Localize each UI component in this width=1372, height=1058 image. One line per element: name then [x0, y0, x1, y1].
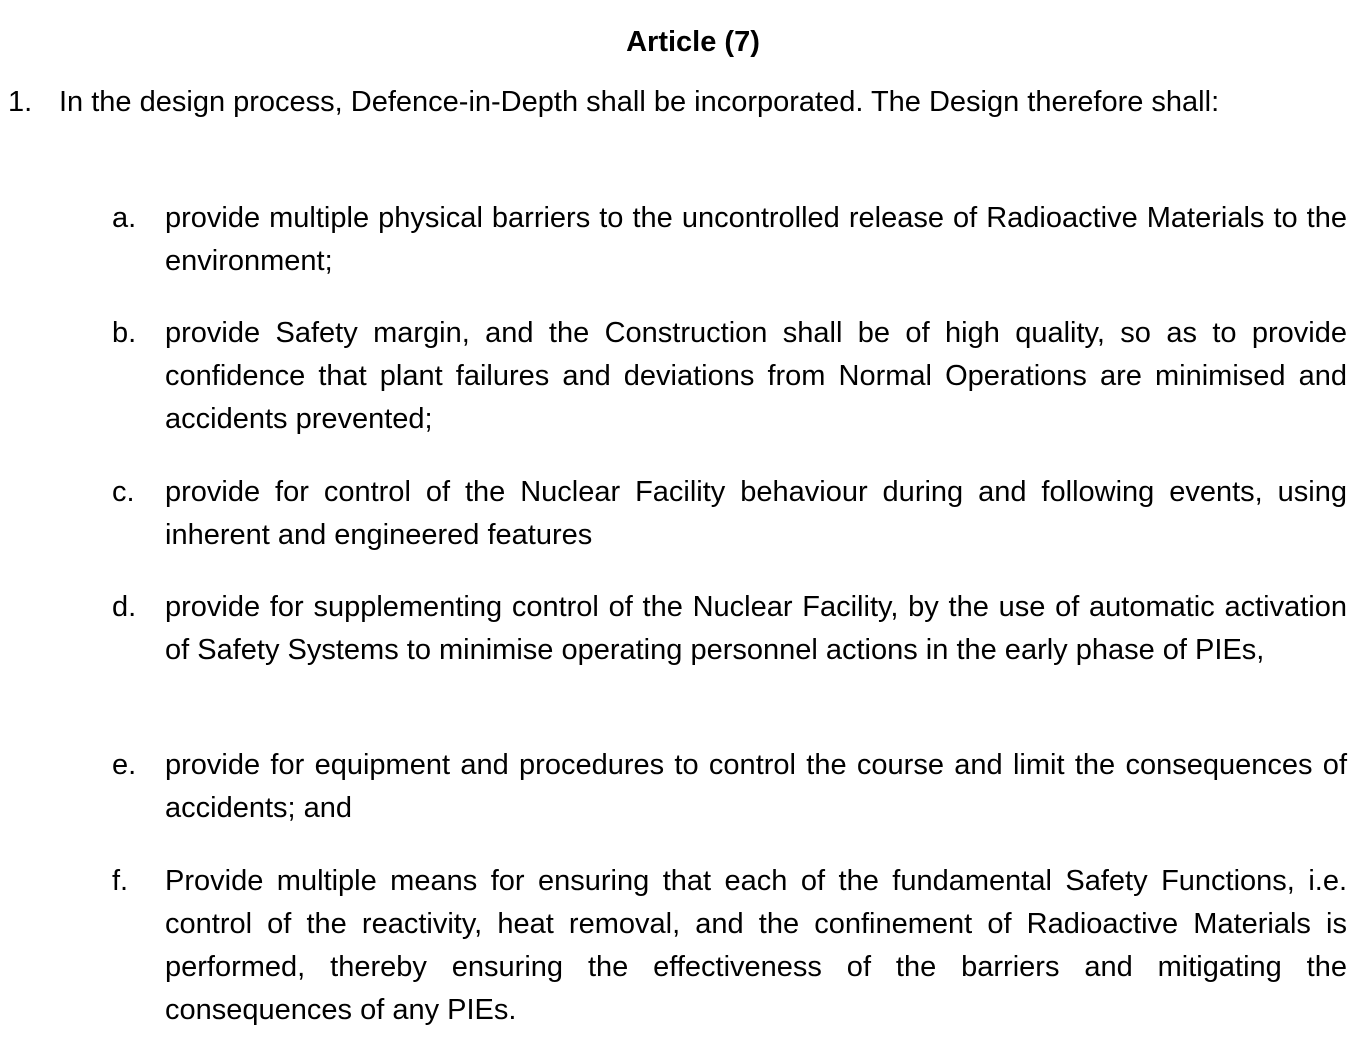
list-item-text: provide for supplementing control of the Nuclear Facility, by the use of automatic activation of Safety Systems to minimise operating personnel actions in the early phase of PIEs, [165, 591, 1347, 666]
list-item-text: provide for control of the Nuclear Facility behaviour during and following events, using inherent and engineered features [165, 476, 1347, 551]
list-item-e [112, 744, 1347, 830]
list-item-marker: c. [112, 476, 135, 508]
list-item-c [112, 471, 1347, 557]
list-item-a [112, 197, 1347, 283]
list-item-text: provide Safety margin, and the Construction shall be of high quality, so as to provide confidence that plant failures and deviations from Normal Operations are minimised and accidents prevented; [165, 317, 1347, 435]
list-item-text: provide for equipment and procedures to control the course and limit the consequences of accidents; and [165, 749, 1347, 824]
list-item-text: Provide multiple means for ensuring that each of the fundamental Safety Functions, i.e. control of the reactivity, heat removal, and the confinement of Radioactive Materials is performed, thereby ensuring the effectiveness of the barriers and mitigating the consequences of any PIEs. [165, 865, 1347, 1026]
list-item-marker: e. [112, 749, 137, 781]
list-item-marker: a. [112, 202, 137, 234]
paragraph-1 [8, 81, 1347, 124]
list-item-text: provide multiple physical barriers to the uncontrolled release of Radioactive Materials to the environment; [165, 202, 1347, 277]
list-item-marker: d. [112, 591, 137, 623]
paragraph-text: In the design process, Defence-in-Depth shall be incorporated. The Design therefore shall: [59, 86, 1220, 118]
list-item-b [112, 312, 1347, 441]
list-item-f [112, 860, 1347, 1032]
list-item-d [112, 586, 1347, 672]
article-title: Article (7) [626, 26, 760, 58]
list-item-marker: f. [112, 865, 129, 897]
paragraph-number: 1. [8, 86, 33, 118]
list-item-marker: b. [112, 317, 137, 349]
